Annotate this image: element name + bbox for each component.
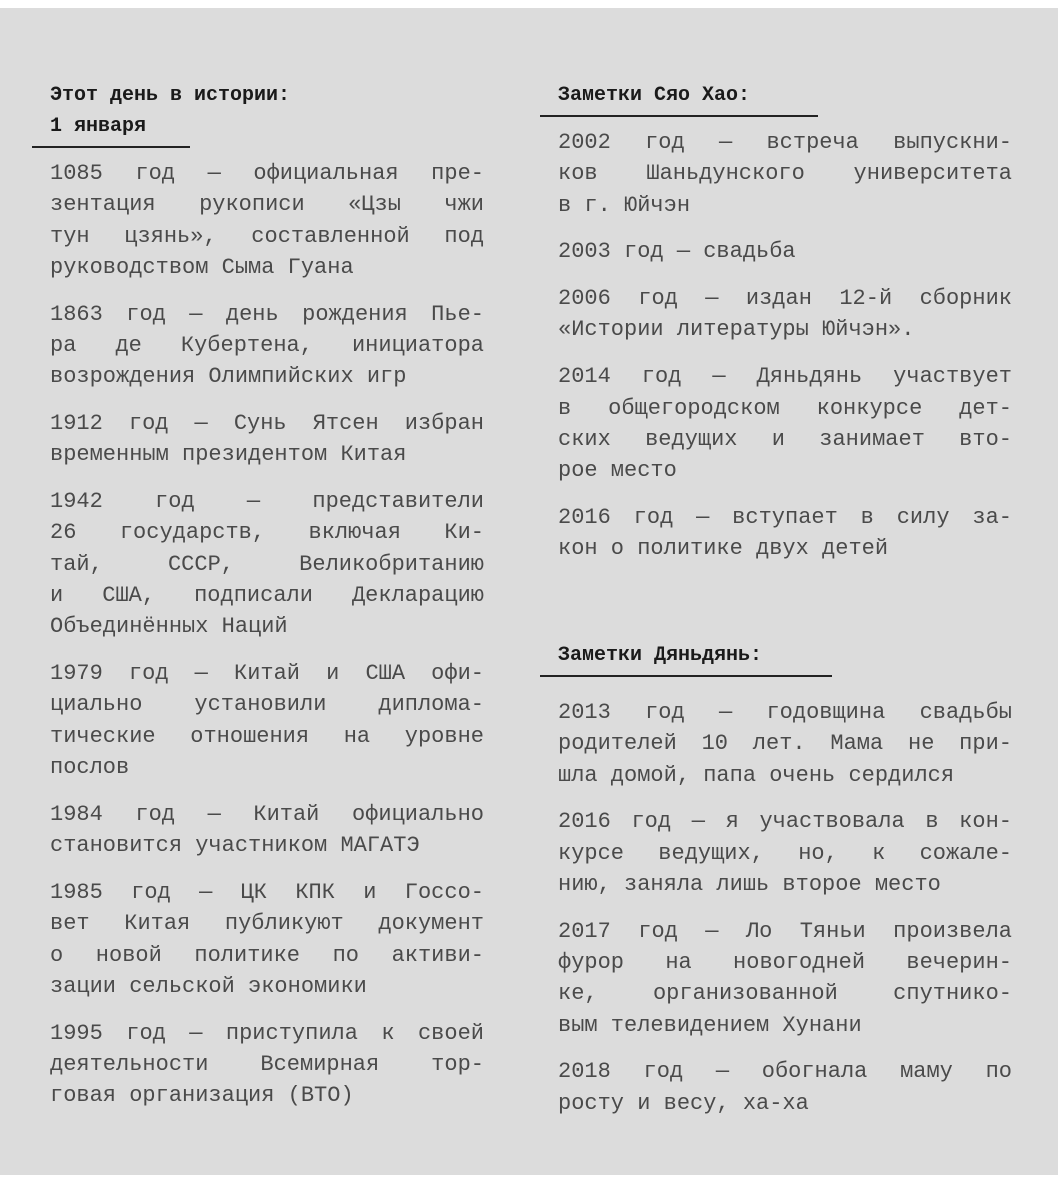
xiao-hao-heading: Заметки Сяо Хао: [558,84,751,107]
this-day-heading: Этот день в истории: [50,84,291,107]
timeline-entry [50,877,484,1002]
entry-line: деятельности Всемирная тор- [50,1051,484,1077]
entry-line: послов [50,755,130,781]
timeline-entry [558,361,1012,486]
entry-line: руководством Сыма Гуана [50,254,354,280]
history-entries [50,158,484,1112]
entry-line: кон о политике двух детей [558,536,889,562]
entry-line: тун цзянь», составленной под [50,223,484,249]
entry-line: нию, заняла лишь второе место [558,871,941,897]
timeline-entry [558,697,1012,791]
timeline-entry [558,283,1012,346]
timeline-entry [50,658,484,783]
entry-line: ских ведущих и занимает вто- [558,426,1012,452]
entry-line: курсе ведущих, но, к сожале- [558,840,1012,866]
entry-line: родителей 10 лет. Мама не при- [558,731,1012,757]
entry-line: 26 государств, включая Ки- [50,520,484,546]
entry-line: 1912 год — Сунь Ятсен избран [50,411,484,437]
entry-line: ков Шаньдунского университета [558,161,1012,187]
entry-line: в г. Юйчэн [558,192,691,218]
entry-line: ра де Кубертена, инициатора [50,332,484,358]
timeline-entry [558,236,1012,267]
entry-line: 1985 год — ЦК КПК и Госсо- [50,879,484,905]
diandian-heading-block [558,640,1012,1116]
timeline-entry [558,1056,1012,1119]
diandian-heading: Заметки Дяньдянь: [558,644,763,667]
entry-line: тай, СССР, Великобританию [50,551,484,577]
entry-line: 2017 год — Ло Тяньи произвела [558,918,1012,944]
timeline-entry [558,806,1012,900]
entry-line: фурор на новогодней вечерин- [558,950,1012,976]
timeline-entry [558,502,1012,565]
heading-underline [32,146,190,148]
entry-line: росту и весу, ха-ха [558,1090,809,1116]
timeline-entry [50,299,484,393]
entry-line: зации сельской экономики [50,973,367,999]
entry-line: 2018 год — обогнала маму по [558,1059,1012,1085]
entry-line: 1085 год — официальная пре- [50,161,484,186]
entry-line: 1863 год — день рождения Пье- [50,301,484,327]
timeline-entry [50,408,484,471]
entry-line: 2002 год — встреча выпускни- [558,130,1012,155]
entry-line: временным президентом Китая [50,442,407,468]
entry-line: циально установили диплома- [50,692,484,718]
entry-line: 2016 год — я участвовала в кон- [558,809,1012,835]
diandian-entries [558,697,1012,1135]
entry-line: 1984 год — Китай официально [50,801,484,827]
entry-line: Объединённых Наций [50,614,288,640]
entry-line: 1979 год — Китай и США офи- [50,661,484,687]
xiao-hao-heading-block [558,80,1012,117]
entry-line: и США, подписали Декларацию [50,583,484,609]
timeline-entry [558,916,1012,1041]
entry-line: 1942 год — представители [50,489,484,515]
timeline-entry [50,799,484,862]
entry-line: зентация рукописи «Цзы чжи [50,192,484,218]
entry-line: о новой политике по активи- [50,942,484,968]
entry-line: говая организация (ВТО) [50,1083,354,1109]
page-panel [0,8,1058,1175]
notes-column [558,80,1012,1116]
heading-underline [540,115,818,117]
entry-line: возрождения Олимпийских игр [50,364,407,390]
this-day-heading-block [50,80,484,148]
timeline-entry [558,127,1012,221]
entry-line: рое место [558,458,677,484]
entry-line: тические отношения на уровне [50,723,484,749]
entry-line: ке, организованной спутнико- [558,981,1012,1007]
this-day-date: 1 января [50,115,147,138]
xiao-hao-entries [558,127,1012,565]
timeline-entry [50,1018,484,1112]
entry-line: 2014 год — Дяньдянь участвует [558,364,1012,390]
entry-line: в общегородском конкурсе дет- [558,395,1012,421]
entry-line: становится участником МАГАТЭ [50,833,420,859]
entry-line: вым телевидением Хунани [558,1012,862,1038]
heading-underline [540,675,832,677]
entry-line: 2013 год — годовщина свадьбы [558,700,1012,725]
entry-line: «Истории литературы Юйчэн». [558,317,915,343]
entry-line: вет Китая публикуют документ [50,911,484,937]
entry-line: 2006 год — издан 12-й сборник [558,286,1012,312]
entry-line: шла домой, папа очень сердился [558,762,955,788]
entry-line: 2003 год — свадьба [558,239,796,265]
entry-line: 2016 год — вступает в силу за- [558,504,1012,530]
timeline-entry [50,486,484,642]
timeline-entry [50,158,484,283]
this-day-in-history-column [50,80,484,1127]
entry-line: 1995 год — приступила к своей [50,1020,484,1046]
